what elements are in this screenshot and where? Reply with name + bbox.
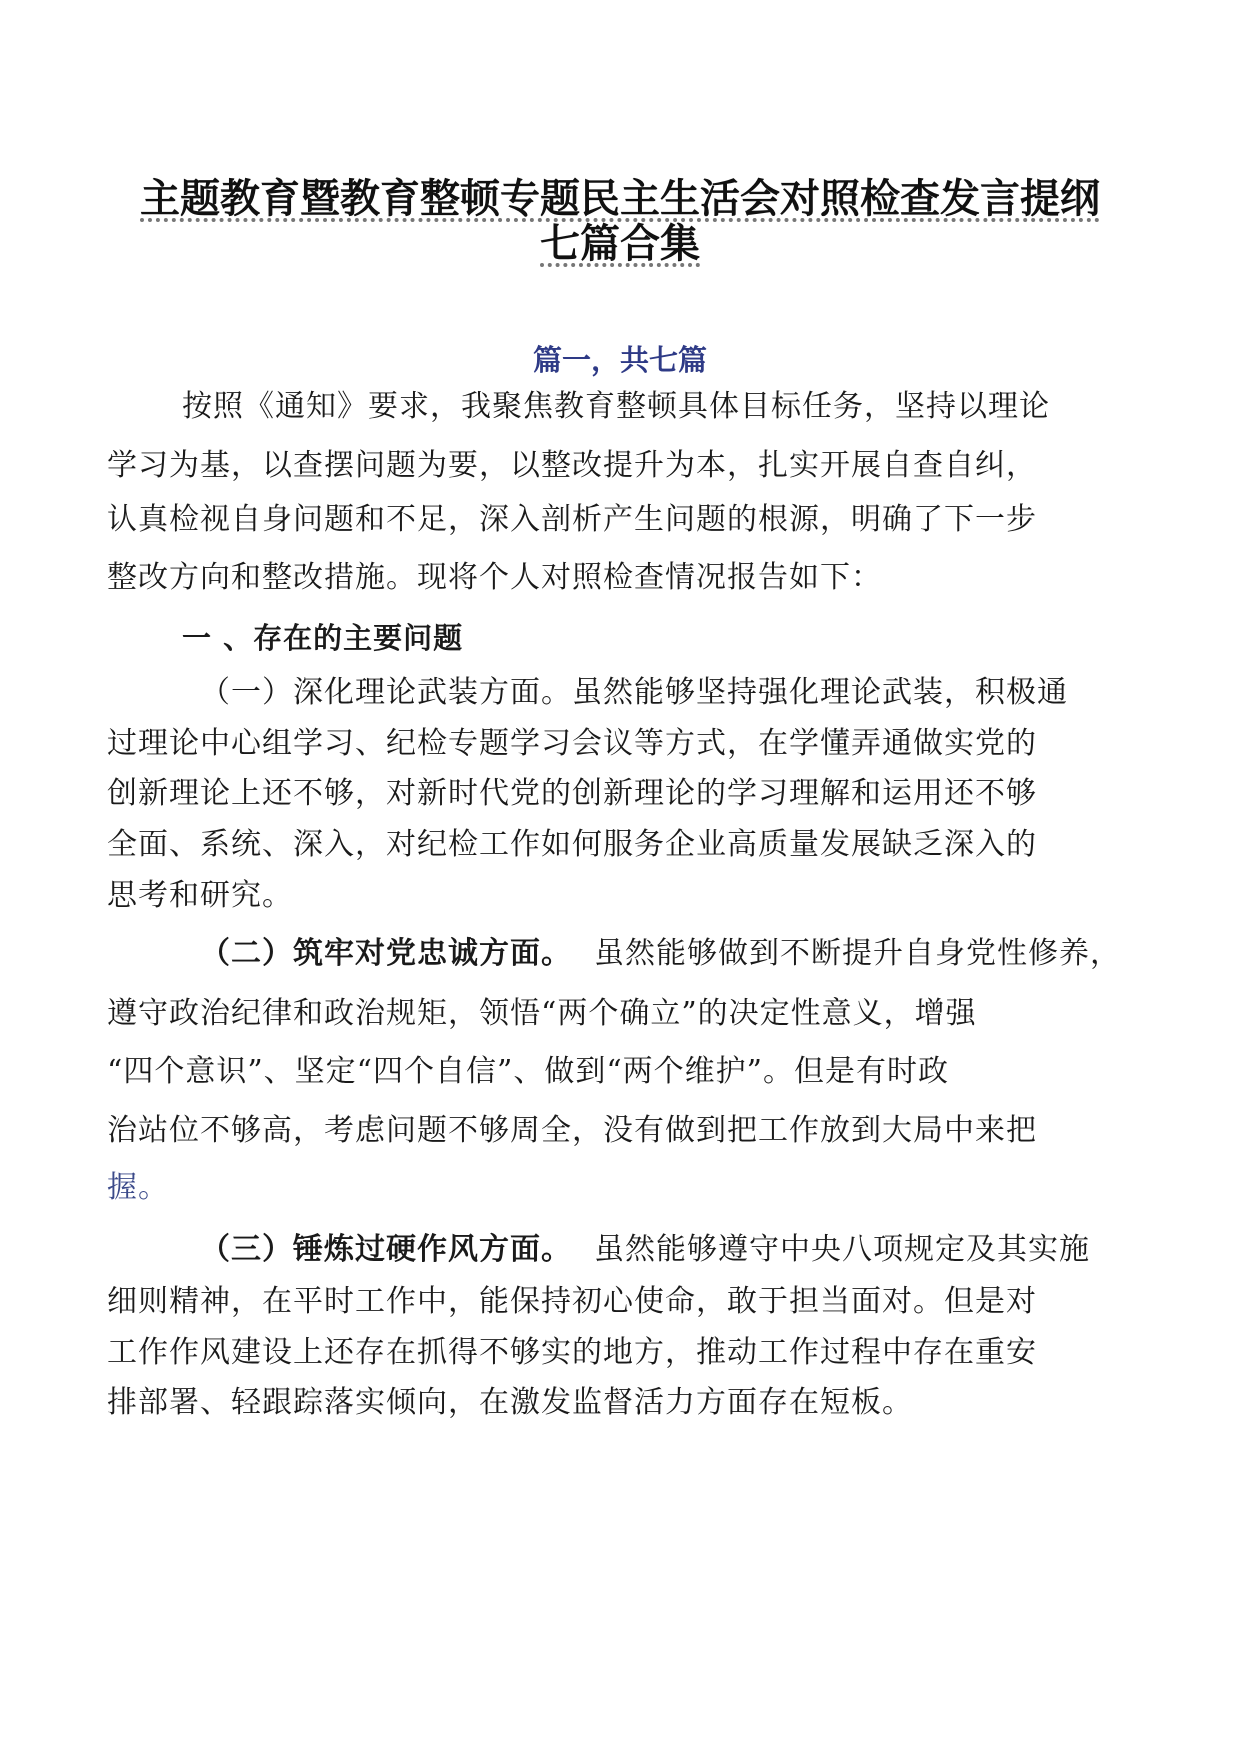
item1-line: 全面、系统、深入，对纪检工作如何服务企业高质量发展缺乏深入的	[107, 827, 1037, 862]
item2-text: 虽然能够做到不断提升自身党性修养，	[594, 936, 1121, 971]
document-title-line2: 七篇合集	[540, 221, 700, 267]
item1-line: 思考和研究。	[107, 878, 293, 913]
document-title-line1: 主题教育暨教育整顿专题民主生活会对照检查发言提纲	[140, 176, 1100, 222]
item3-first-line	[200, 1230, 1090, 1270]
item2-line: 遵守政治纪律和政治规矩，领悟“两个确立”的决定性意义，增强	[107, 996, 977, 1031]
item2-title: （二）筑牢对党忠诚方面。	[200, 936, 572, 971]
item3-line: 排部署、轻跟踪落实倾向，在激发监督活力方面存在短板。	[107, 1385, 913, 1420]
document-subtitle: 篇一，共七篇	[532, 343, 707, 377]
item3-line: 工作作风建设上还存在抓得不够实的地方，推动工作过程中存在重安	[107, 1335, 1037, 1370]
item1-line: 过理论中心组学习、纪检专题学习会议等方式，在学懂弄通做实党的	[107, 726, 1037, 761]
item2-first-line	[200, 934, 1121, 974]
item1-line: （一）深化理论武装方面。虽然能够坚持强化理论武装，积极通	[200, 675, 1068, 710]
intro-line: 认真检视自身问题和不足，深入剖析产生问题的根源，明确了下一步	[107, 502, 1037, 537]
item3-title: （三）锤炼过硬作风方面。	[200, 1232, 572, 1267]
item3-text: 虽然能够遵守中央八项规定及其实施	[594, 1232, 1090, 1267]
item1-line: 创新理论上还不够，对新时代党的创新理论的学习理解和运用还不够	[107, 776, 1037, 811]
intro-line: 学习为基，以查摆问题为要，以整改提升为本，扎实开展自查自纠，	[107, 448, 1037, 483]
item3-line: 细则精神，在平时工作中，能保持初心使命，敢于担当面对。但是对	[107, 1284, 1037, 1319]
item2-line: “四个意识”、坚定“四个自信”、做到“两个维护”。但是有时政	[107, 1054, 950, 1089]
item2-line: 治站位不够高，考虑问题不够周全，没有做到把工作放到大局中来把	[107, 1113, 1037, 1148]
intro-line: 整改方向和整改措施。现将个人对照检查情况报告如下：	[107, 560, 882, 595]
intro-line: 按照《通知》要求，我聚焦教育整顿具体目标任务，坚持以理论	[182, 389, 1050, 424]
item2-line-last: 握。	[107, 1170, 169, 1205]
section-heading: 一 、存在的主要问题	[182, 621, 464, 655]
